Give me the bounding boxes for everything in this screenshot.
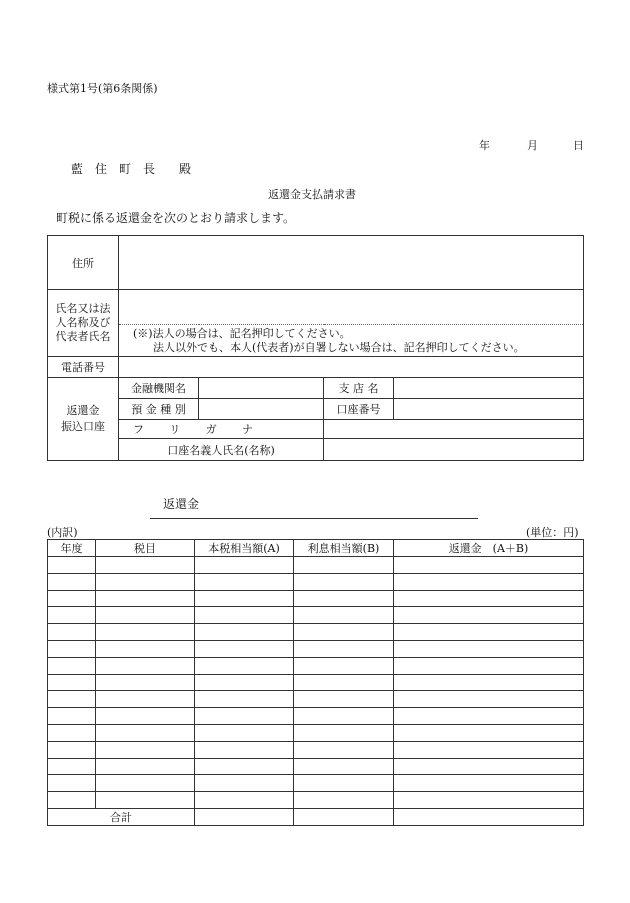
account-number-field[interactable] bbox=[394, 399, 584, 420]
table-cell[interactable] bbox=[394, 758, 584, 775]
table-cell[interactable] bbox=[294, 590, 394, 607]
table-cell[interactable] bbox=[394, 607, 584, 624]
table-cell[interactable] bbox=[195, 590, 294, 607]
refund-heading: 返還金 bbox=[163, 497, 200, 511]
total-label: 合計 bbox=[48, 808, 195, 825]
table-cell[interactable] bbox=[48, 590, 96, 607]
table-cell[interactable] bbox=[96, 557, 195, 574]
table-cell[interactable] bbox=[195, 775, 294, 792]
table-cell[interactable] bbox=[195, 607, 294, 624]
table-cell[interactable] bbox=[48, 691, 96, 708]
table-row bbox=[48, 590, 584, 607]
table-row bbox=[48, 708, 584, 725]
table-cell[interactable] bbox=[294, 573, 394, 590]
table-cell[interactable] bbox=[294, 775, 394, 792]
table-cell[interactable] bbox=[48, 607, 96, 624]
furigana-field[interactable] bbox=[324, 420, 584, 439]
table-cell[interactable] bbox=[48, 573, 96, 590]
table-row bbox=[48, 557, 584, 574]
table-row bbox=[48, 691, 584, 708]
table-cell[interactable] bbox=[195, 691, 294, 708]
table-cell[interactable] bbox=[394, 691, 584, 708]
table-cell[interactable] bbox=[96, 640, 195, 657]
holder-label: 口座名義人氏名(名称) bbox=[119, 439, 324, 461]
table-cell[interactable] bbox=[48, 657, 96, 674]
seal-note: (※)法人の場合は、記名押印してください。 法人以外でも、本人(代表者)が自署しない場合は、記名押印してください。 bbox=[119, 325, 584, 357]
holder-field[interactable] bbox=[324, 439, 584, 461]
table-cell[interactable] bbox=[48, 758, 96, 775]
account-number-label: 口座番号 bbox=[324, 399, 394, 420]
table-cell[interactable] bbox=[394, 741, 584, 758]
table-cell[interactable] bbox=[48, 624, 96, 641]
total-cell[interactable] bbox=[195, 808, 294, 825]
table-cell[interactable] bbox=[96, 691, 195, 708]
table-cell[interactable] bbox=[96, 724, 195, 741]
addressee: 藍 住 町 長 殿 bbox=[71, 162, 192, 176]
table-cell[interactable] bbox=[394, 657, 584, 674]
table-cell[interactable] bbox=[294, 708, 394, 725]
table-cell[interactable] bbox=[394, 624, 584, 641]
table-cell[interactable] bbox=[195, 640, 294, 657]
unit-label: (単位：円) bbox=[526, 526, 579, 539]
table-row bbox=[48, 792, 584, 809]
date-month-label: 月 bbox=[527, 139, 538, 152]
table-cell[interactable] bbox=[48, 741, 96, 758]
table-cell[interactable] bbox=[96, 573, 195, 590]
total-row bbox=[48, 808, 584, 825]
table-cell[interactable] bbox=[195, 573, 294, 590]
table-cell[interactable] bbox=[96, 607, 195, 624]
table-cell[interactable] bbox=[394, 557, 584, 574]
table-cell[interactable] bbox=[294, 758, 394, 775]
date-year-label: 年 bbox=[479, 139, 490, 152]
table-cell[interactable] bbox=[96, 624, 195, 641]
table-cell[interactable] bbox=[48, 557, 96, 574]
form-number: 様式第1号(第6条関係) bbox=[47, 82, 158, 95]
table-cell[interactable] bbox=[394, 724, 584, 741]
table-row bbox=[48, 640, 584, 657]
table-cell[interactable] bbox=[394, 775, 584, 792]
table-cell[interactable] bbox=[96, 775, 195, 792]
table-cell[interactable] bbox=[96, 792, 195, 809]
table-cell[interactable] bbox=[394, 792, 584, 809]
table-cell[interactable] bbox=[96, 674, 195, 691]
table-cell[interactable] bbox=[394, 590, 584, 607]
table-cell[interactable] bbox=[195, 792, 294, 809]
name-field[interactable] bbox=[119, 290, 584, 325]
table-cell[interactable] bbox=[294, 741, 394, 758]
name-label: 氏名又は法 人名称及び 代表者氏名 bbox=[48, 290, 119, 357]
table-cell[interactable] bbox=[294, 624, 394, 641]
branch-field[interactable] bbox=[394, 378, 584, 399]
table-row bbox=[48, 674, 584, 691]
col-header-tax-item: 税目 bbox=[96, 540, 195, 557]
table-cell[interactable] bbox=[48, 724, 96, 741]
table-cell[interactable] bbox=[195, 674, 294, 691]
table-cell[interactable] bbox=[394, 640, 584, 657]
refund-amount-line[interactable] bbox=[150, 518, 478, 519]
table-cell[interactable] bbox=[48, 640, 96, 657]
table-cell[interactable] bbox=[96, 708, 195, 725]
table-row bbox=[48, 624, 584, 641]
table-cell[interactable] bbox=[48, 775, 96, 792]
table-cell[interactable] bbox=[48, 674, 96, 691]
address-label: 住所 bbox=[48, 236, 119, 290]
table-cell[interactable] bbox=[195, 557, 294, 574]
table-cell[interactable] bbox=[294, 607, 394, 624]
bank-field[interactable] bbox=[199, 378, 324, 399]
table-row bbox=[48, 657, 584, 674]
table-row bbox=[48, 724, 584, 741]
col-header-year: 年度 bbox=[48, 540, 96, 557]
deposit-type-field[interactable] bbox=[199, 399, 324, 420]
table-cell[interactable] bbox=[394, 708, 584, 725]
table-cell[interactable] bbox=[48, 708, 96, 725]
table-cell[interactable] bbox=[195, 624, 294, 641]
table-cell[interactable] bbox=[195, 657, 294, 674]
phone-label: 電話番号 bbox=[48, 357, 119, 378]
total-cell[interactable] bbox=[294, 808, 394, 825]
table-cell[interactable] bbox=[96, 590, 195, 607]
table-row bbox=[48, 607, 584, 624]
table-row bbox=[48, 741, 584, 758]
date-day-label: 日 bbox=[573, 139, 584, 152]
table-cell[interactable] bbox=[294, 557, 394, 574]
table-cell[interactable] bbox=[195, 741, 294, 758]
table-cell[interactable] bbox=[294, 792, 394, 809]
breakdown-label: (内訳) bbox=[47, 526, 78, 539]
table-cell[interactable] bbox=[294, 674, 394, 691]
phone-field[interactable] bbox=[119, 357, 584, 378]
table-cell[interactable] bbox=[195, 758, 294, 775]
account-label: 返還金 振込口座 bbox=[48, 378, 119, 461]
table-row bbox=[48, 573, 584, 590]
table-cell[interactable] bbox=[294, 640, 394, 657]
form-title: 返還金支払請求書 bbox=[268, 188, 356, 201]
table-cell[interactable] bbox=[195, 708, 294, 725]
table-cell[interactable] bbox=[294, 724, 394, 741]
table-cell[interactable] bbox=[394, 674, 584, 691]
table-cell[interactable] bbox=[394, 573, 584, 590]
col-header-refund-total: 返還金 (A＋B) bbox=[394, 540, 584, 557]
deposit-type-label: 預 金 種 別 bbox=[119, 399, 199, 420]
table-cell[interactable] bbox=[96, 657, 195, 674]
col-header-principal: 本税相当額(A) bbox=[195, 540, 294, 557]
furigana-label: フ リ ガ ナ bbox=[119, 420, 324, 439]
bank-label: 金融機関名 bbox=[119, 378, 199, 399]
table-cell[interactable] bbox=[195, 724, 294, 741]
table-cell[interactable] bbox=[294, 657, 394, 674]
applicant-table bbox=[47, 235, 584, 461]
branch-label: 支 店 名 bbox=[324, 378, 394, 399]
table-row bbox=[48, 758, 584, 775]
table-cell[interactable] bbox=[294, 691, 394, 708]
table-cell[interactable] bbox=[96, 741, 195, 758]
breakdown-table bbox=[47, 539, 584, 826]
table-cell[interactable] bbox=[48, 792, 96, 809]
table-row bbox=[48, 775, 584, 792]
table-cell[interactable] bbox=[96, 758, 195, 775]
address-field[interactable] bbox=[119, 236, 584, 290]
col-header-interest: 利息相当額(B) bbox=[294, 540, 394, 557]
total-cell[interactable] bbox=[394, 808, 584, 825]
intro-text: 町税に係る返還金を次のとおり請求します。 bbox=[56, 211, 296, 225]
